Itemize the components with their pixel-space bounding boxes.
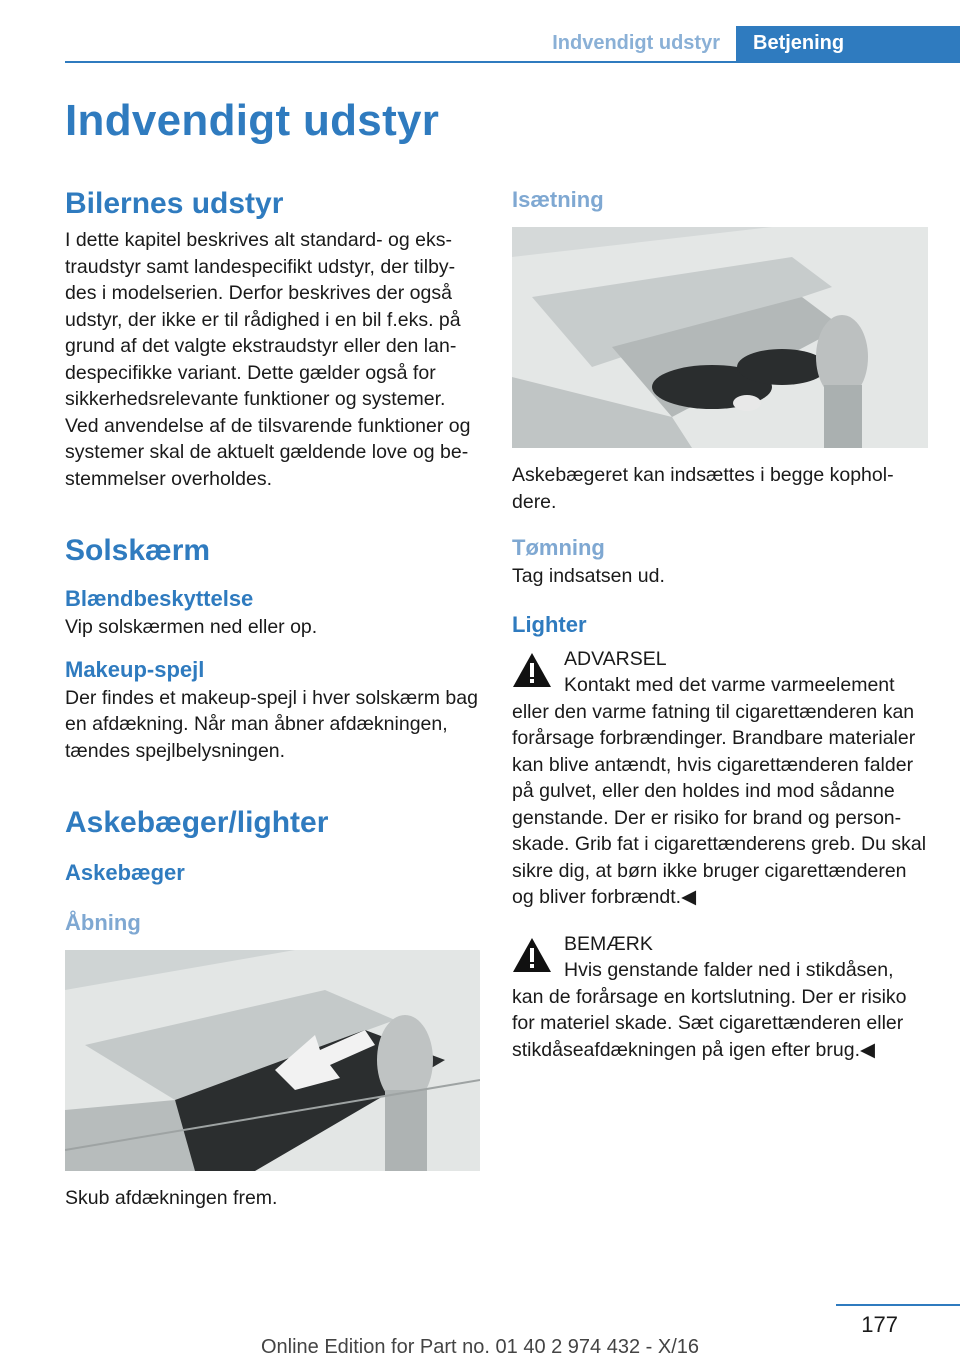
note-title: BEMÆRK — [564, 932, 653, 955]
heading-aabning: Åbning — [65, 910, 141, 935]
figure-ashtray-cover — [65, 950, 480, 1171]
ashtray-insert-illustration — [512, 227, 928, 448]
page-title: Indvendigt udstyr — [65, 96, 440, 145]
left-column — [65, 185, 480, 1212]
header-section-title: Indvendigt udstyr — [552, 32, 720, 54]
heading-lighter: Lighter — [512, 611, 587, 637]
note-text — [512, 957, 928, 1063]
paragraph-makeup-spejl: Der findes et makeup-spejl i hver solskærm bag en afdækning. Når man åbner afdækningen, tændes spejlbelysningen. — [65, 686, 478, 762]
warning-text-first-line: Kontakt med det varme varmeelement — [564, 674, 895, 696]
figure-ashtray-insert — [512, 227, 928, 448]
warning-block — [512, 646, 928, 911]
footer-rule — [836, 1304, 960, 1306]
warning-text — [512, 672, 928, 911]
note-text-first-line: Hvis genstande falder ned i stikdåsen, — [564, 959, 894, 981]
warning-title: ADVARSEL — [564, 647, 667, 670]
heading-askebaeger-lighter: Askebæger/lighter — [65, 806, 329, 839]
paragraph-tomning: Tag indsatsen ud. — [512, 565, 665, 587]
right-column — [512, 185, 928, 1063]
heading-tomning: Tømning — [512, 535, 605, 560]
heading-bilernes-udstyr: Bilernes udstyr — [65, 187, 284, 220]
heading-askebaeger: Askebæger — [65, 860, 185, 885]
caption-isaetning: Askebægeret kan indsættes i begge kopholdere. — [512, 464, 894, 513]
note-triangle-icon — [512, 937, 552, 973]
caption-aabning: Skub afdækningen frem. — [65, 1187, 278, 1209]
page-number: 177 — [861, 1312, 898, 1337]
heading-solskaerm: Solskærm — [65, 534, 211, 567]
warning-triangle-icon — [512, 652, 552, 688]
ashtray-cover-illustration — [65, 950, 480, 1171]
paragraph-blaendbeskyttelse: Vip solskærmen ned eller op. — [65, 616, 318, 638]
warning-text-rest: eller den varme fatning til cigarettænderen kan forårsage forbrændinger. Brandbare materialer kan blive antændt, hvis cigarettænderen falder på gulvet, eller den holdes ind mod sådanne genstande. Der er risiko for brand og personskade. Grib fat i cigarettænderens greb. Du skal sikre dig, at børn ikke bruger cigarettænderen og bliver forbrændt.◀ — [512, 700, 927, 908]
note-text-rest: kan de forårsage en kortslutning. Der er risiko for materiel skade. Sæt cigarettænderen eller stikdåseafdækningen på igen efter brug.◀ — [512, 985, 907, 1061]
heading-isaetning: Isætning — [512, 187, 604, 212]
heading-blaendbeskyttelse: Blændbeskyttelse — [65, 586, 254, 611]
note-block — [512, 931, 928, 1064]
header-chapter-tab: Betjening — [736, 26, 960, 63]
paragraph-bilernes-udstyr: I dette kapitel beskrives alt standard- og ekstraudstyr samt landespecifikt udstyr, der tilbydes i modelserien. Derfor beskrives der også udstyr, der ikke er til rådighed i en bil f.eks. på grund af det valgte ekstraudstyr eller den landespecifikke variant. Dette gælder også for sikkerhedsrelevante funktioner og systemer. Ved anvendelse af de tilsvarende funktioner og systemer skal de aktuelt gældende love og bestemmelser overholdes. — [65, 229, 471, 490]
header-rule — [65, 61, 960, 63]
heading-makeup-spejl: Makeup-spejl — [65, 656, 205, 682]
footer-edition: Online Edition for Part no. 01 40 2 974 432 - X/16 — [260, 1336, 700, 1358]
